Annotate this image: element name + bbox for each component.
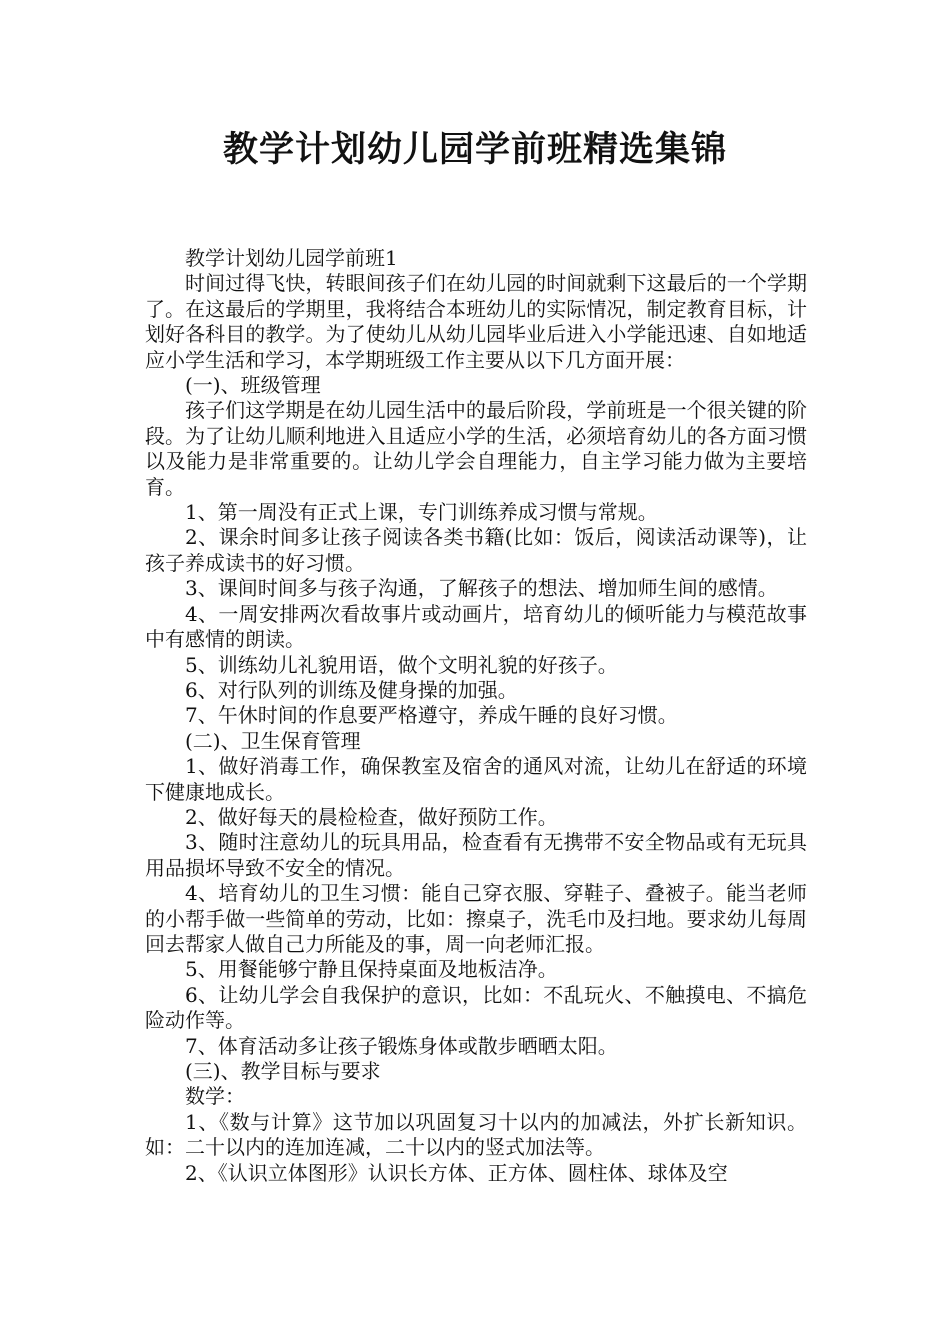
- document-body: [145, 246, 807, 1186]
- list-item: 5、训练幼儿礼貌用语，做个文明礼貌的好孩子。: [185, 652, 618, 677]
- list-item: 4、培育幼儿的卫生习惯：能自己穿衣服、穿鞋子、叠被子。能当老师的小帮手做一些简单的劳动，比如：擦桌子，洗毛巾及扫地。要求幼儿每周回去帮家人做自己力所能及的事，周一向老师汇报。: [145, 881, 807, 956]
- paragraph: 孩子们这学期是在幼儿园生活中的最后阶段，学前班是一个很关键的阶段。为了让幼儿顺利地进入且适应小学的生活，必须培育幼儿的各方面习惯以及能力是非常重要的。让幼儿学会自理能力，自主学习能力做为主要培育。: [145, 398, 807, 499]
- intro-paragraph: 时间过得飞快，转眼间孩子们在幼儿园的时间就剩下这最后的一个学期了。在这最后的学期里，我将结合本班幼儿的实际情况，制定教育目标，计划好各科目的教学。为了使幼儿从幼儿园毕业后进入小学能迅速、自如地适应小学生活和学习，本学期班级工作主要从以下几方面开展：: [145, 271, 807, 372]
- list-item: 4、一周安排两次看故事片或动画片，培育幼儿的倾听能力与模范故事中有感情的朗读。: [145, 601, 807, 652]
- list-item: 7、午休时间的作息要严格遵守，养成午睡的良好习惯。: [185, 703, 678, 728]
- list-item: 2、课余时间多让孩子阅读各类书籍(比如：饭后，阅读活动课等)，让孩子养成读书的好习惯。: [145, 525, 807, 575]
- list-item: 1、第一周没有正式上课，专门训练养成习惯与常规。: [185, 500, 658, 525]
- section-heading: (一)、班级管理: [185, 373, 321, 398]
- list-item: 3、随时注意幼儿的玩具用品，检查看有无携带不安全物品或有无玩具用品损坏导致不安全的情况。: [145, 830, 807, 880]
- list-item: 6、让幼儿学会自我保护的意识，比如：不乱玩火、不触摸电、不搞危险动作等。: [145, 982, 807, 1033]
- list-item: 3、课间时间多与孩子沟通，了解孩子的想法、增加师生间的感情。: [185, 576, 778, 601]
- document-title: 教学计划幼儿园学前班精选集锦: [222, 130, 727, 170]
- subject-label: 数学：: [185, 1084, 245, 1109]
- list-item: 2、做好每天的晨检检查，做好预防工作。: [185, 804, 558, 829]
- list-item: 2、《认识立体图形》认识长方体、正方体、圆柱体、球体及空: [185, 1160, 728, 1185]
- list-item: 1、《数与计算》这节加以巩固复习十以内的加减法，外扩长新知识。如：二十以内的连加连减，二十以内的竖式加法等。: [145, 1109, 807, 1160]
- section-heading: (二)、卫生保育管理: [185, 728, 361, 753]
- list-item: 6、对行队列的训练及健身操的加强。: [185, 677, 518, 702]
- list-item: 7、体育活动多让孩子锻炼身体或散步晒晒太阳。: [185, 1033, 618, 1058]
- section-heading: (三)、教学目标与要求: [185, 1059, 381, 1083]
- list-item: 5、用餐能够宁静且保持桌面及地板洁净。: [185, 957, 558, 982]
- list-item: 1、做好消毒工作，确保教室及宿舍的通风对流，让幼儿在舒适的环境下健康地成长。: [145, 754, 807, 804]
- section-heading: 教学计划幼儿园学前班1: [185, 246, 398, 270]
